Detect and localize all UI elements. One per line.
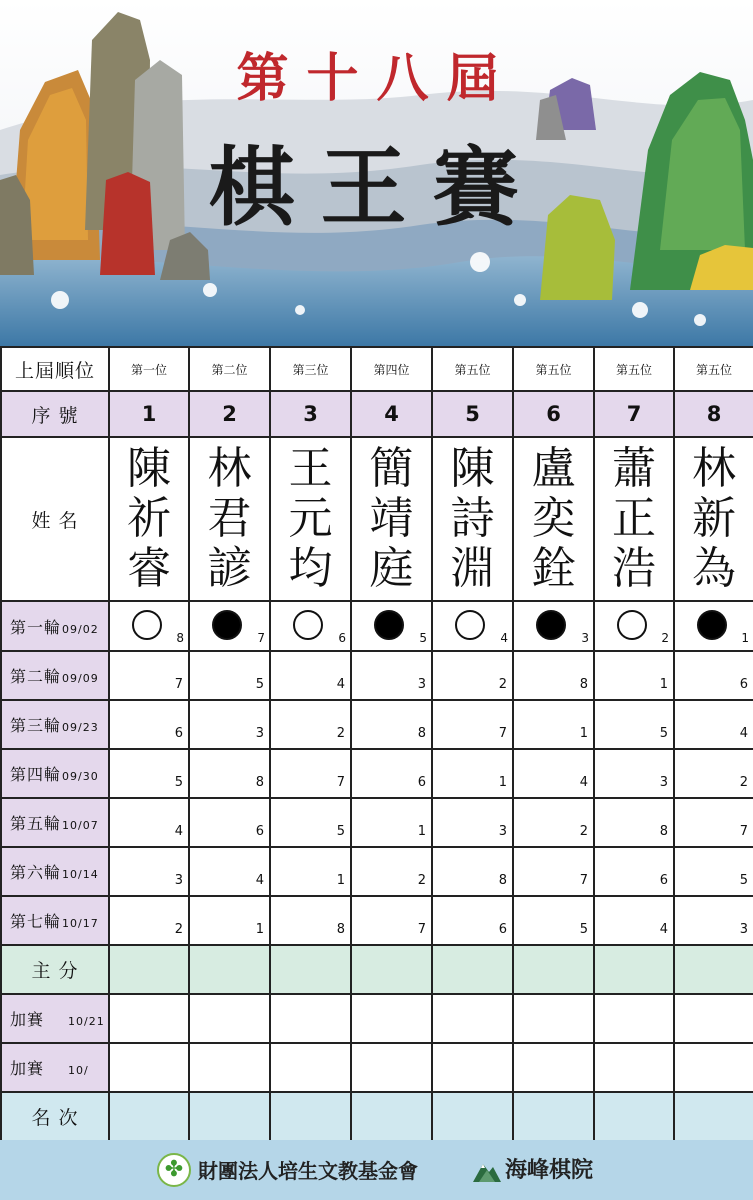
opponent-number: 3 xyxy=(581,631,589,645)
opponent-number: 5 xyxy=(336,824,345,839)
opponent-number: 3 xyxy=(739,922,748,937)
opponent-number: 6 xyxy=(739,677,748,692)
rank-cell: 第三位 xyxy=(270,347,351,391)
playoff-cell xyxy=(513,994,594,1043)
name-label: 姓 名 xyxy=(1,437,109,601)
opponent-number: 6 xyxy=(255,824,264,839)
name-char: 浩 xyxy=(612,543,656,594)
round-1-cell xyxy=(189,601,270,651)
opponent-number: 7 xyxy=(739,824,748,839)
sequence-cell: 6 xyxy=(513,391,594,437)
institute-name: 海峰棋院 xyxy=(505,1157,594,1183)
round-cell xyxy=(432,749,513,798)
round-cell xyxy=(513,798,594,847)
sequence-cell: 5 xyxy=(432,391,513,437)
round-label xyxy=(1,700,109,749)
opponent-number: 2 xyxy=(661,631,669,645)
opponent-number: 6 xyxy=(174,726,183,741)
playoff-cell xyxy=(270,994,351,1043)
playoff-cell xyxy=(189,1043,270,1092)
name-char: 庭 xyxy=(369,543,414,594)
playoff-cell xyxy=(674,994,753,1043)
round-name: 第一輪 xyxy=(10,617,62,637)
opponent-number: 6 xyxy=(498,922,507,937)
opponent-number: 1 xyxy=(579,726,588,741)
round-date: 09/30 xyxy=(62,770,99,783)
opponent-number: 4 xyxy=(174,824,183,839)
round-label xyxy=(1,749,109,798)
name-char: 陳 xyxy=(127,443,171,494)
round-cell xyxy=(513,896,594,945)
opponent-number: 7 xyxy=(336,775,345,790)
opponent-number: 7 xyxy=(579,873,588,888)
black-stone-icon xyxy=(536,610,566,640)
round-cell xyxy=(513,700,594,749)
opponent-number: 8 xyxy=(498,873,507,888)
player-name xyxy=(351,437,432,601)
round-cell xyxy=(109,798,189,847)
round-cell xyxy=(594,847,674,896)
previous-rank-row xyxy=(1,347,753,391)
round-cell xyxy=(432,847,513,896)
opponent-number: 5 xyxy=(659,726,668,741)
round-cell xyxy=(513,847,594,896)
round-date: 09/02 xyxy=(62,622,99,636)
opponent-number: 5 xyxy=(739,873,748,888)
score-cell xyxy=(594,945,674,994)
opponent-number: 4 xyxy=(336,677,345,692)
name-char: 正 xyxy=(612,493,656,544)
round-cell xyxy=(351,700,432,749)
playoff-label xyxy=(1,1043,109,1092)
sequence-cell: 1 xyxy=(109,391,189,437)
black-stone-icon xyxy=(697,610,727,640)
player-name xyxy=(109,437,189,601)
score-row xyxy=(1,945,753,994)
opponent-number: 3 xyxy=(174,873,183,888)
round-1-cell xyxy=(594,601,674,651)
round-label xyxy=(1,601,109,651)
playoff-cell xyxy=(594,994,674,1043)
player-name xyxy=(513,437,594,601)
playoff-cell xyxy=(432,1043,513,1092)
round-4-row xyxy=(1,749,753,798)
sequence-cell: 2 xyxy=(189,391,270,437)
footer xyxy=(0,1140,753,1200)
placement-cell xyxy=(270,1092,351,1141)
round-cell xyxy=(513,651,594,700)
name-row xyxy=(1,437,753,601)
rank-cell: 第二位 xyxy=(189,347,270,391)
opponent-number: 2 xyxy=(498,677,507,692)
banner xyxy=(0,0,753,346)
name-char: 祈 xyxy=(127,493,171,544)
round-cell xyxy=(594,651,674,700)
score-cell xyxy=(513,945,594,994)
round-cell xyxy=(109,700,189,749)
round-label xyxy=(1,896,109,945)
opponent-number: 3 xyxy=(659,775,668,790)
opponent-number: 5 xyxy=(255,677,264,692)
playoff-cell xyxy=(594,1043,674,1092)
playoff-date: 10/ xyxy=(68,1064,89,1077)
round-1-cell xyxy=(109,601,189,651)
round-2-row xyxy=(1,651,753,700)
name-char: 淵 xyxy=(450,543,495,594)
round-cell xyxy=(432,896,513,945)
round-cell xyxy=(351,651,432,700)
round-cell xyxy=(351,896,432,945)
round-cell xyxy=(189,651,270,700)
score-cell xyxy=(189,945,270,994)
round-cell xyxy=(270,798,351,847)
placement-cell xyxy=(513,1092,594,1141)
round-6-row xyxy=(1,847,753,896)
round-cell xyxy=(189,896,270,945)
round-cell xyxy=(432,798,513,847)
sequence-cell: 3 xyxy=(270,391,351,437)
opponent-number: 7 xyxy=(257,631,265,645)
opponent-number: 1 xyxy=(255,922,264,937)
opponent-number: 1 xyxy=(417,824,426,839)
opponent-number: 8 xyxy=(176,631,184,645)
placement-cell xyxy=(594,1092,674,1141)
round-date: 10/14 xyxy=(62,868,99,881)
playoff-cell xyxy=(432,994,513,1043)
player-name xyxy=(270,437,351,601)
round-cell xyxy=(109,896,189,945)
round-1-cell xyxy=(270,601,351,651)
score-cell xyxy=(674,945,753,994)
name-char: 詩 xyxy=(450,493,495,544)
score-cell xyxy=(109,945,189,994)
round-cell xyxy=(674,651,753,700)
playoff-cell xyxy=(109,994,189,1043)
round-cell xyxy=(432,700,513,749)
playoff-date: 10/21 xyxy=(68,1015,105,1028)
opponent-number: 5 xyxy=(174,775,183,790)
opponent-number: 3 xyxy=(417,677,426,692)
clover-icon: ✤ xyxy=(157,1153,191,1187)
opponent-number: 6 xyxy=(659,873,668,888)
rank-cell: 第四位 xyxy=(351,347,432,391)
name-char: 盧 xyxy=(531,443,576,494)
opponent-number: 7 xyxy=(417,922,426,937)
playoff-label xyxy=(1,994,109,1043)
opponent-number: 8 xyxy=(579,677,588,692)
round-cell xyxy=(109,847,189,896)
name-char: 靖 xyxy=(369,493,414,544)
opponent-number: 3 xyxy=(498,824,507,839)
round-cell xyxy=(351,749,432,798)
rank-cell: 第一位 xyxy=(109,347,189,391)
opponent-number: 7 xyxy=(498,726,507,741)
round-cell xyxy=(594,798,674,847)
round-cell xyxy=(351,847,432,896)
mountain-logo-icon xyxy=(473,1156,501,1182)
player-name xyxy=(189,437,270,601)
opponent-number: 8 xyxy=(659,824,668,839)
round-cell xyxy=(674,700,753,749)
playoff-cell xyxy=(270,1043,351,1092)
opponent-number: 8 xyxy=(336,922,345,937)
previous-rank-label: 上屆順位 xyxy=(1,347,109,391)
round-cell xyxy=(351,798,432,847)
round-cell xyxy=(270,847,351,896)
rank-cell: 第五位 xyxy=(513,347,594,391)
playoff-1-row xyxy=(1,994,753,1043)
placement-cell xyxy=(189,1092,270,1141)
round-cell xyxy=(432,651,513,700)
round-cell xyxy=(189,847,270,896)
player-name xyxy=(674,437,753,601)
opponent-number: 4 xyxy=(579,775,588,790)
round-5-row xyxy=(1,798,753,847)
score-cell xyxy=(432,945,513,994)
round-cell xyxy=(674,847,753,896)
round-3-row xyxy=(1,700,753,749)
name-char: 簡 xyxy=(369,443,414,494)
round-cell xyxy=(594,749,674,798)
placement-cell xyxy=(674,1092,753,1141)
playoff-cell xyxy=(513,1043,594,1092)
playoff-cell xyxy=(351,1043,432,1092)
white-stone-icon xyxy=(617,610,647,640)
opponent-number: 6 xyxy=(417,775,426,790)
playoff-cell xyxy=(674,1043,753,1092)
round-date: 09/23 xyxy=(62,721,99,734)
pairing-table xyxy=(0,346,753,1142)
placement-row xyxy=(1,1092,753,1141)
round-cell xyxy=(594,700,674,749)
sequence-cell: 8 xyxy=(674,391,753,437)
score-cell xyxy=(270,945,351,994)
name-char: 陳 xyxy=(450,443,495,494)
opponent-number: 2 xyxy=(739,775,748,790)
round-cell xyxy=(109,651,189,700)
player-name xyxy=(594,437,674,601)
round-name: 第四輪 xyxy=(10,765,62,784)
playoff-cell xyxy=(189,994,270,1043)
name-char: 新 xyxy=(692,493,736,544)
round-name: 第七輪 xyxy=(10,912,62,931)
opponent-number: 1 xyxy=(336,873,345,888)
round-1-cell xyxy=(674,601,753,651)
playoff-cell xyxy=(351,994,432,1043)
name-char: 王 xyxy=(288,443,333,494)
round-name: 第三輪 xyxy=(10,716,62,735)
opponent-number: 3 xyxy=(255,726,264,741)
opponent-number: 6 xyxy=(338,631,346,645)
round-name: 第二輪 xyxy=(10,667,62,686)
round-cell xyxy=(674,798,753,847)
opponent-number: 2 xyxy=(579,824,588,839)
playoff-2-row xyxy=(1,1043,753,1092)
round-cell xyxy=(674,896,753,945)
score-cell xyxy=(351,945,432,994)
opponent-number: 2 xyxy=(336,726,345,741)
round-cell xyxy=(270,700,351,749)
opponent-number: 7 xyxy=(174,677,183,692)
score-label: 主 分 xyxy=(1,945,109,994)
edition-title: 第十八屆 xyxy=(236,48,517,109)
name-char: 奕 xyxy=(531,493,576,544)
playoff-name: 加賽 xyxy=(10,1010,45,1029)
round-cell xyxy=(270,651,351,700)
opponent-number: 1 xyxy=(659,677,668,692)
player-name xyxy=(432,437,513,601)
playoff-name: 加賽 xyxy=(10,1059,45,1078)
round-cell xyxy=(189,700,270,749)
opponent-number: 4 xyxy=(659,922,668,937)
round-cell xyxy=(270,749,351,798)
round-7-row xyxy=(1,896,753,945)
placement-cell xyxy=(109,1092,189,1141)
placement-cell xyxy=(432,1092,513,1141)
white-stone-icon xyxy=(455,610,485,640)
white-stone-icon xyxy=(132,610,162,640)
foundation-name: 財團法人培生文教基金會 xyxy=(198,1159,418,1183)
opponent-number: 4 xyxy=(739,726,748,741)
round-cell xyxy=(594,896,674,945)
rank-cell: 第五位 xyxy=(432,347,513,391)
round-cell xyxy=(189,749,270,798)
round-label xyxy=(1,798,109,847)
round-date: 09/09 xyxy=(62,672,99,685)
opponent-number: 2 xyxy=(417,873,426,888)
round-date: 10/07 xyxy=(62,819,99,832)
round-1-row xyxy=(1,601,753,651)
opponent-number: 1 xyxy=(741,631,749,645)
opponent-number: 1 xyxy=(498,775,507,790)
tournament-title: 棋王賽 xyxy=(208,137,545,238)
name-char: 林 xyxy=(207,443,252,494)
name-char: 睿 xyxy=(127,543,171,594)
opponent-number: 5 xyxy=(579,922,588,937)
opponent-number: 5 xyxy=(419,631,427,645)
name-char: 元 xyxy=(288,493,333,544)
opponent-number: 2 xyxy=(174,922,183,937)
round-date: 10/17 xyxy=(62,917,99,930)
round-label xyxy=(1,847,109,896)
round-cell xyxy=(513,749,594,798)
sequence-cell: 7 xyxy=(594,391,674,437)
opponent-number: 8 xyxy=(417,726,426,741)
black-stone-icon xyxy=(212,610,242,640)
round-cell xyxy=(109,749,189,798)
rank-cell: 第五位 xyxy=(674,347,753,391)
opponent-number: 8 xyxy=(255,775,264,790)
playoff-cell xyxy=(109,1043,189,1092)
round-1-cell xyxy=(513,601,594,651)
name-char: 銓 xyxy=(531,543,576,594)
round-name: 第五輪 xyxy=(10,814,62,833)
round-1-cell xyxy=(351,601,432,651)
name-char: 諺 xyxy=(207,543,252,594)
opponent-number: 4 xyxy=(255,873,264,888)
round-label xyxy=(1,651,109,700)
sequence-label: 序 號 xyxy=(1,391,109,437)
name-char: 為 xyxy=(692,543,736,594)
name-char: 蕭 xyxy=(612,443,656,494)
name-char: 均 xyxy=(288,543,333,594)
black-stone-icon xyxy=(374,610,404,640)
placement-label: 名 次 xyxy=(1,1092,109,1141)
round-1-cell xyxy=(432,601,513,651)
sequence-cell: 4 xyxy=(351,391,432,437)
white-stone-icon xyxy=(293,610,323,640)
round-name: 第六輪 xyxy=(10,863,62,882)
name-char: 君 xyxy=(207,493,252,544)
name-char: 林 xyxy=(692,443,736,494)
round-cell xyxy=(189,798,270,847)
placement-cell xyxy=(351,1092,432,1141)
round-cell xyxy=(270,896,351,945)
sequence-row xyxy=(1,391,753,437)
rank-cell: 第五位 xyxy=(594,347,674,391)
opponent-number: 4 xyxy=(500,631,508,645)
round-cell xyxy=(674,749,753,798)
